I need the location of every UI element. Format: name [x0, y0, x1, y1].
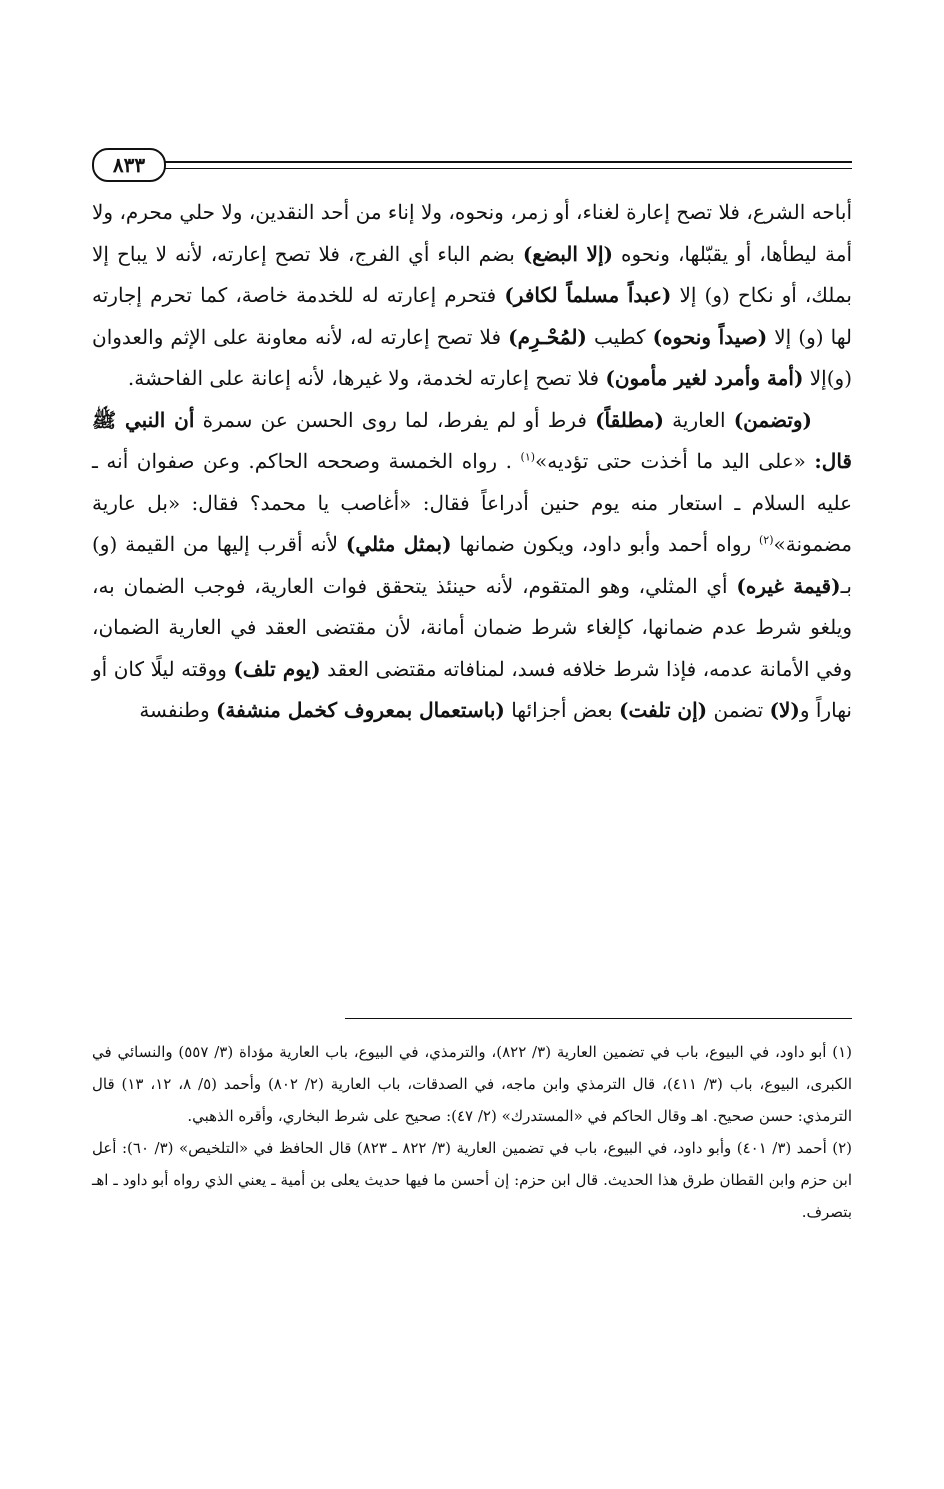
text-run: أي المثلي، وهو المتقوم، لأنه حينئذ يتحقق فوات العارية، فوجب الضمان به، ويلغو شرط عدم ضمانها، كإلغاء شرط ضمان أمانة، لأن مقتضى العقد في العارية الضمان، وفي الأمانة عدمه، فإذا شرط خلافه فسد، لمنافاته مقتضى العقد — [92, 573, 852, 681]
bold-term: (بمثل مثلي) — [345, 532, 452, 556]
text-run: «على اليد ما أخذت حتى تؤديه» — [535, 449, 815, 473]
page-header — [92, 148, 852, 182]
footnote-separator — [345, 1018, 852, 1019]
bold-term: (قيمة غيره) — [736, 573, 841, 598]
text-run: فرط أو لم يفرط، لما روى الحسن عن سمرة — [194, 407, 596, 432]
bold-term: (إن تلفت) — [619, 698, 708, 722]
paragraph-1 — [92, 192, 852, 400]
bold-term: (يوم تلف) — [233, 656, 321, 681]
bold-term: (لا) — [769, 698, 800, 722]
main-text — [92, 192, 852, 732]
paragraph-2 — [92, 400, 852, 732]
header-rule-thick — [152, 161, 852, 163]
bold-term: (عبداً مسلماً لكافر) — [504, 283, 672, 307]
text-run: بضم الباء أي الفرج، فلا تصح إعارته، لأنه لا يباح إلا بملك، أو نكاح (و) إلا — [92, 241, 852, 307]
footnote-ref-1: (١) — [520, 450, 536, 464]
bold-term: أن النبي ﷺ قال: — [92, 407, 852, 473]
footnote-1: (١) أبو داود، في البيوع، باب في تضمين العارية (٣/ ٨٢٢)، والترمذي، في البيوع، باب العارية مؤداة (٣/ ٥٥٧) والنسائي في الكبرى، البيوع، باب (٣/ ٤١١)، قال الترمذي وابن ماجه، في الصدقات، باب العارية (٢/ ٨٠٢) وأحمد (٥/ ٨، ١٢، ١٣) قال الترمذي: حسن صحيح. اهـ وقال الحاكم في «المستدرك» (٢/ ٤٧): صحيح على شرط البخاري، وأقره الذهبي. — [92, 1043, 853, 1125]
text-run: لأنه أقرب إليها من القيمة (و) بـ — [92, 532, 852, 598]
text-run: فلا تصح إعارته له، لأنه معاونة على الإثم والعدوان (و)إلا — [92, 324, 852, 390]
header-rule-thin — [152, 168, 852, 169]
text-run: . رواه الخمسة وصححه الحاكم. وعن صفوان أنه ـ عليه السلام ـ استعار منه يوم حنين أدراعاً فقال: «أغاصب يا محمد؟ فقال: «بل عارية مضمونة» — [92, 449, 853, 556]
text-run: بعض أجزائها — [504, 698, 620, 722]
bold-term: (باستعمال بمعروف كخمل منشفة) — [215, 698, 505, 722]
text-run: وطنفسة — [139, 698, 216, 722]
bold-term: (لمُحْـرِم) — [508, 324, 587, 349]
footnotes — [92, 1036, 852, 1228]
footnote-2: (٢) أحمد (٣/ ٤٠١) وأبو داود، في البيوع، باب في تضمين العارية (٣/ ٨٢٢ ـ ٨٢٣) قال الحافظ في «التلخيص» (٣/ ٦٠): أعل ابن حزم وابن القطان طرق هذا الحديث. قال ابن حزم: إن أحسن ما فيها حديث يعلى بن أمية ـ يعني الذي رواه أبو داود ـ اهـ بتصرف. — [92, 1139, 853, 1221]
text-run: ووقته ليلًا كان أو نهاراً و — [92, 656, 852, 722]
text-run: كطيب — [586, 324, 653, 349]
bold-term: (أمة وأمرد لغير مأمون) — [605, 366, 804, 390]
page-number: ٨٣٣ — [92, 148, 166, 182]
bold-term: (صيداً ونحوه) — [652, 324, 768, 349]
bold-term: (إلا البضع) — [522, 241, 613, 266]
text-run: فتحرم إعارته له للخدمة خاصة، كما تحرم إجارته لها (و) إلا — [92, 283, 853, 349]
text-run: فلا تصح إعارته لخدمة، ولا غيرها، لأنه إعانة على الفاحشة. — [127, 366, 606, 390]
text-run: تضمن — [707, 698, 770, 722]
footnote-ref-2: (٢) — [759, 533, 774, 547]
text-run: أباحه الشرع، فلا تصح إعارة لغناء، أو زمر، ونحوه، ولا إناء من أحد النقدين، ولا حلي محرم، ولا أمة ليطأها، أو يقبّلها، ونحوه — [92, 200, 853, 266]
text-run: العارية — [663, 407, 734, 432]
bold-term: (مطلقاً) — [595, 407, 664, 432]
bold-term: (وتضمن) — [733, 407, 812, 432]
text-run: رواه أحمد وأبو داود، ويكون ضمانها — [451, 532, 759, 556]
